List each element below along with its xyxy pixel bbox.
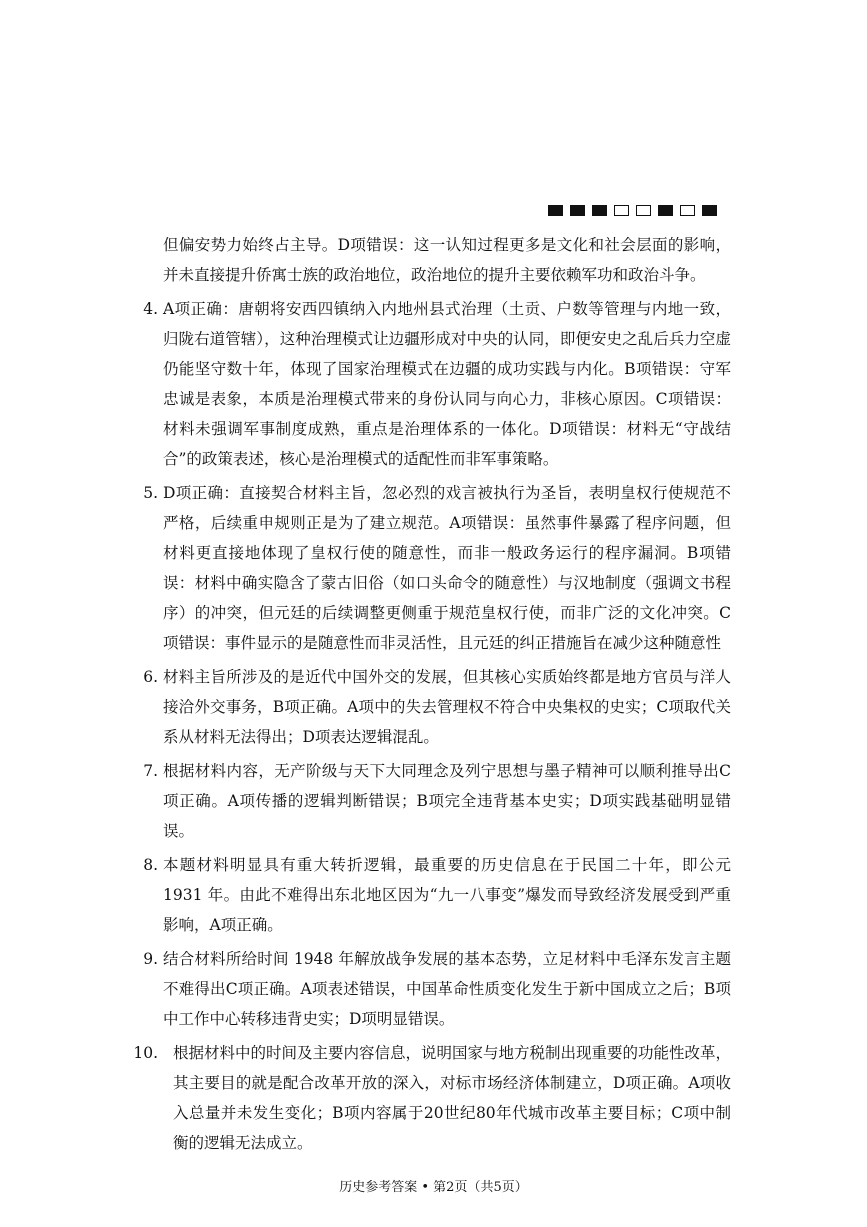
answer-item bbox=[143, 478, 731, 658]
answer-text: 结合材料所给时间 1948 年解放战争发展的基本态势，立足材料中毛泽东发言主题不难得出C项正确。A项表述错误，中国革命性质变化发生于新中国成立之后；B项中工作中心转移违背史实；D项明显错误。 bbox=[163, 950, 731, 1028]
answer-number: 5. bbox=[143, 484, 158, 502]
filled-square-mark bbox=[548, 205, 563, 216]
answer-text: 根据材料内容，无产阶级与天下大同理念及列宁思想与墨子精神可以顺利推导出C项正确。A项传播的逻辑判断错误；B项完全违背基本史实；D项实践基础明显错误。 bbox=[163, 762, 731, 840]
answer-item bbox=[143, 944, 731, 1034]
answer-item bbox=[143, 294, 731, 474]
continuation-paragraph: 但偏安势力始终占主导。D项错误：这一认知过程更多是文化和社会层面的影响，并未直接提升侨寓士族的政治地位，政治地位的提升主要依赖军功和政治斗争。 bbox=[163, 236, 731, 284]
answer-number: 4. bbox=[143, 300, 158, 318]
answer-body bbox=[133, 230, 732, 1158]
answer-number: 10. bbox=[133, 1044, 158, 1062]
filled-square-mark bbox=[570, 205, 585, 216]
filled-square-mark bbox=[658, 205, 673, 216]
empty-square-mark bbox=[614, 205, 629, 216]
answer-list bbox=[133, 294, 732, 1158]
page-footer: 历史参考答案 • 第2页（共5页） bbox=[339, 1180, 528, 1195]
answer-item bbox=[143, 756, 731, 846]
answer-text: 本题材料明显具有重大转折逻辑，最重要的历史信息在于民国二十年，即公元 1931 年。由此不难得出东北地区因为“九一八事变”爆发而导致经济发展受到严重影响，A项正确。 bbox=[163, 856, 731, 934]
empty-square-mark bbox=[680, 205, 695, 216]
filled-square-mark bbox=[702, 205, 717, 216]
answer-item bbox=[143, 850, 731, 940]
empty-square-mark bbox=[636, 205, 651, 216]
answer-item bbox=[133, 1038, 732, 1158]
answer-number: 7. bbox=[143, 762, 158, 780]
header-marks bbox=[548, 205, 717, 216]
answer-text: 根据材料中的时间及主要内容信息，说明国家与地方税制出现重要的功能性改革，其主要目的就是配合改革开放的深入，对标市场经济体制建立，D项正确。A项收入总量并未发生变化；B项内容属于20世纪80年代城市改革主要目标；C项中制衡的逻辑无法成立。 bbox=[173, 1044, 732, 1152]
answer-number: 6. bbox=[143, 668, 158, 686]
filled-square-mark bbox=[592, 205, 607, 216]
answer-number: 8. bbox=[143, 856, 158, 874]
answer-number: 9. bbox=[143, 950, 158, 968]
answer-text: D项正确：直接契合材料主旨，忽必烈的戏言被执行为圣旨，表明皇权行使规范不严格，后续重申规则正是为了建立规范。A项错误：虽然事件暴露了程序问题，但材料更直接地体现了皇权行使的随意性，而非一般政务运行的程序漏洞。B项错误：材料中确实隐含了蒙古旧俗（如口头命令的随意性）与汉地制度（强调文书程序）的冲突，但元廷的后续调整更侧重于规范皇权行使，而非广泛的文化冲突。C项错误：事件显示的是随意性而非灵活性，且元廷的纠正措施旨在减少这种随意性 bbox=[163, 484, 731, 652]
answer-text: A项正确：唐朝将安西四镇纳入内地州县式治理（土贡、户数等管理与内地一致，归陇右道管辖），这种治理模式让边疆形成对中央的认同，即便安史之乱后兵力空虚仍能坚守数十年，体现了国家治理模式在边疆的成功实践与内化。B项错误：守军忠诚是表象，本质是治理模式带来的身份认同与向心力，非核心原因。C项错误：材料未强调军事制度成熟，重点是治理体系的一体化。D项错误：材料无“守战结合”的政策表述，核心是治理模式的适配性而非军事策略。 bbox=[163, 300, 731, 468]
answer-item bbox=[143, 662, 731, 752]
answer-text: 材料主旨所涉及的是近代中国外交的发展，但其核心实质始终都是地方官员与洋人接洽外交事务，B项正确。A项中的失去管理权不符合中央集权的史实；C项取代关系从材料无法得出；D项表达逻辑混乱。 bbox=[163, 668, 731, 746]
